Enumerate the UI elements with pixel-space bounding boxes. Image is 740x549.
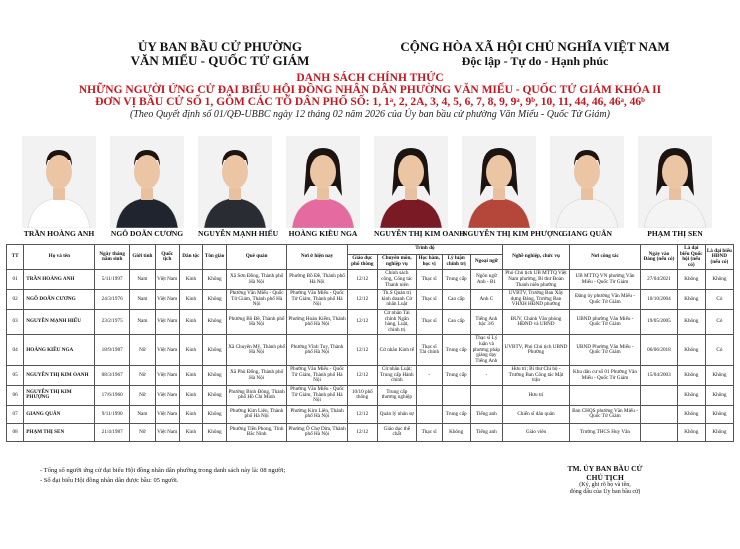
cell-ethnic: Kinh bbox=[179, 309, 203, 334]
cell-residence: Phường Bồ Đề, Thành phố Hà Nội bbox=[287, 270, 347, 290]
cell-sex: Nữ bbox=[129, 423, 155, 441]
cell-na-deputy: Không bbox=[677, 386, 705, 406]
national-heading-line1: CỘNG HÒA XÃ HỘI CHỦ NGHĨA VIỆT NAM bbox=[400, 39, 670, 54]
cell-nationality: Việt Nam bbox=[155, 386, 179, 406]
candidate-card bbox=[110, 136, 184, 244]
col-ethnic: Dân tộc bbox=[179, 245, 203, 270]
cell-professional: Chính sách công, Công tác Thanh niên bbox=[377, 270, 416, 290]
cell-council-deputy: Không bbox=[705, 423, 733, 441]
cell-religion: Không bbox=[203, 270, 227, 290]
candidate-portrait bbox=[462, 136, 536, 228]
cell-political: Trung cấp bbox=[442, 335, 470, 366]
col-sex: Giới tính bbox=[129, 245, 155, 270]
candidate-portrait bbox=[110, 136, 184, 228]
cell-dob: 5/11/1997 bbox=[95, 270, 130, 290]
cell-sex: Nam bbox=[129, 309, 155, 334]
cell-degree: Thạc sĩ bbox=[416, 423, 442, 441]
cell-sex: Nữ bbox=[129, 366, 155, 386]
cell-nationality: Việt Nam bbox=[155, 366, 179, 386]
cell-council-deputy: Có bbox=[705, 309, 733, 334]
candidate-card bbox=[22, 136, 96, 244]
cell-professional: Quản lý nhân sự bbox=[377, 405, 416, 423]
candidate-photo-name: NGUYỄN MẠNH HIẾU bbox=[198, 229, 279, 238]
col-education-group: Trình độ bbox=[347, 245, 502, 255]
table-row bbox=[7, 386, 734, 406]
cell-political: Trung cấp bbox=[442, 405, 470, 423]
electoral-unit: ĐƠN VỊ BẦU CỬ SỐ 1, GỒM CÁC TỔ DÂN PHỐ SỐ: 1, 1ᵃ, 2, 2A, 3, 4, 5, 6, 7, 8, 9, 9ᵃ, 9ᵇ, 10, 11, 44, 46, 46ᵃ, 46ᵇ bbox=[95, 96, 645, 108]
cell-na-deputy: Không bbox=[677, 405, 705, 423]
candidate-portrait bbox=[22, 136, 96, 228]
cell-degree: - bbox=[416, 366, 442, 386]
col-job: Nghề nghiệp, chức vụ bbox=[503, 245, 570, 270]
cell-tt: 08 bbox=[7, 423, 24, 441]
signature-block bbox=[520, 464, 690, 496]
cell-job: Hưu trí bbox=[503, 386, 570, 406]
cell-religion: Không bbox=[203, 335, 227, 366]
cell-job: ĐUV, Chánh Văn phòng HĐND và UBND bbox=[503, 309, 570, 334]
candidate-card bbox=[198, 136, 279, 244]
document-title: DANH SÁCH CHÍNH THỨC bbox=[296, 72, 444, 84]
cell-workplace: Đảng ủy phường Văn Miếu - Quốc Tử Giám bbox=[569, 290, 640, 310]
signature-title: CHỦ TỊCH bbox=[586, 473, 624, 482]
cell-job: Phó Chủ tịch UB MTTQ Việt Nam phường, Bí thư Đoàn Thanh niên phường bbox=[503, 270, 570, 290]
col-tt: TT bbox=[7, 245, 24, 270]
col-political: Lý luận chính trị bbox=[442, 254, 470, 270]
cell-name: NGÔ DOÃN CƯƠNG bbox=[24, 290, 95, 310]
candidate-card bbox=[286, 136, 360, 244]
col-dob: Ngày tháng năm sinh bbox=[95, 245, 130, 270]
table-row bbox=[7, 405, 734, 423]
cell-hometown: Phường Văn Miếu - Quốc Tử Giám, Thành phố Hà Nội bbox=[226, 290, 286, 310]
cell-hometown: Xã Chuyên Mỹ, Thành phố Hà Nội bbox=[226, 335, 286, 366]
cell-name: NGUYỄN THỊ KIM OANH bbox=[24, 366, 95, 386]
cell-nationality: Việt Nam bbox=[155, 270, 179, 290]
candidate-photo-name: NGÔ DOÃN CƯƠNG bbox=[110, 229, 184, 238]
cell-workplace: Trường THCS Huy Văn bbox=[569, 423, 640, 441]
cell-name: HOÀNG KIỀU NGA bbox=[24, 335, 95, 366]
cell-workplace bbox=[569, 386, 640, 406]
candidate-photo-name: TRẦN HOÀNG ANH bbox=[23, 229, 95, 238]
cell-tt: 03 bbox=[7, 309, 24, 334]
cell-dob: 17/6/1960 bbox=[95, 386, 130, 406]
col-party-date: Ngày vào Đảng (nếu có) bbox=[641, 245, 678, 270]
col-religion: Tôn giáo bbox=[203, 245, 227, 270]
cell-language: Thạc sĩ Lý luận và phương pháp giảng dạy Tiếng Anh bbox=[470, 335, 502, 366]
cell-dob: 24/3/1976 bbox=[95, 290, 130, 310]
cell-nationality: Việt Nam bbox=[155, 290, 179, 310]
cell-council-deputy: Không bbox=[705, 405, 733, 423]
cell-dob: 21/4/1987 bbox=[95, 423, 130, 441]
cell-party-date: 10/10/2004 bbox=[641, 290, 678, 310]
cell-degree: Thạc sĩ bbox=[416, 270, 442, 290]
national-heading bbox=[390, 40, 680, 68]
cell-residence: Phường Kim Liên, Thành phố Hà Nội bbox=[287, 405, 347, 423]
candidate-portrait bbox=[286, 136, 360, 228]
cell-nationality: Việt Nam bbox=[155, 423, 179, 441]
cell-na-deputy: Không bbox=[677, 270, 705, 290]
cell-residence: Phường Ô Chợ Dừa, Thành phố Hà Nội bbox=[287, 423, 347, 441]
cell-na-deputy: Không bbox=[677, 309, 705, 334]
candidate-table bbox=[6, 244, 734, 442]
cell-hometown: Xã Phù Đổng, Thành phố Hà Nội bbox=[226, 366, 286, 386]
cell-dob: 9/11/1990 bbox=[95, 405, 130, 423]
cell-job: Chiến sĩ dân quân bbox=[503, 405, 570, 423]
cell-professional: Cử nhân Tài chính Ngân hàng, Luật, chính trị bbox=[377, 309, 416, 334]
cell-ethnic: Kinh bbox=[179, 290, 203, 310]
cell-name: PHẠM THỊ SEN bbox=[24, 423, 95, 441]
cell-job: Giáo viên bbox=[503, 423, 570, 441]
candidate-card bbox=[550, 136, 624, 244]
cell-degree bbox=[416, 405, 442, 423]
cell-job: UVBTV, Trưởng Ban Xây dựng Đảng, Trưởng Ban VHXH HĐND phường bbox=[503, 290, 570, 310]
cell-political: Không bbox=[442, 423, 470, 441]
cell-general: 12/12 bbox=[347, 309, 377, 334]
cell-general: 12/12 bbox=[347, 335, 377, 366]
cell-political bbox=[442, 386, 470, 406]
cell-na-deputy: Không bbox=[677, 335, 705, 366]
cell-language: Tiếng anh bbox=[470, 405, 502, 423]
cell-party-date bbox=[641, 405, 678, 423]
col-name: Họ và tên bbox=[24, 245, 95, 270]
cell-political: Trung cấp bbox=[442, 366, 470, 386]
cell-residence: Phường Văn Miếu - Quốc Tử Giám, Thành phố Hà Nội bbox=[287, 386, 347, 406]
table-row bbox=[7, 423, 734, 441]
cell-job: UVBTV, Phó Chủ tịch UBND Phường bbox=[503, 335, 570, 366]
issuing-authority bbox=[100, 40, 340, 68]
col-hometown: Quê quán bbox=[226, 245, 286, 270]
cell-tt: 01 bbox=[7, 270, 24, 290]
col-council-deputy: Là đại biểu HĐND (nếu có) bbox=[705, 245, 733, 270]
candidate-portrait bbox=[198, 136, 272, 228]
cell-professional: Giáo dục thể chất bbox=[377, 423, 416, 441]
cell-party-date bbox=[641, 386, 678, 406]
cell-ethnic: Kinh bbox=[179, 423, 203, 441]
col-workplace: Nơi công tác bbox=[569, 245, 640, 270]
cell-party-date: 27/04/2021 bbox=[641, 270, 678, 290]
decision-reference: (Theo Quyết định số 01/QĐ-UBBC ngày 12 tháng 02 năm 2026 của Ủy ban bầu cử phường Văn Miếu - Quốc Tử Giám) bbox=[130, 109, 610, 120]
cell-dob: 08/3/1967 bbox=[95, 366, 130, 386]
col-professional: Chuyên môn, nghiệp vụ bbox=[377, 254, 416, 270]
cell-tt: 02 bbox=[7, 290, 24, 310]
cell-general: 12/12 bbox=[347, 423, 377, 441]
cell-sex: Nam bbox=[129, 290, 155, 310]
cell-hometown: Phường Kim Liên, Thành phố Hà Nội bbox=[226, 405, 286, 423]
cell-hometown: Phường Tiền Phong, Tỉnh Bắc Ninh bbox=[226, 423, 286, 441]
cell-party-date: 19/05/2005 bbox=[641, 309, 678, 334]
cell-residence: Phường Văn Miếu - Quốc Tử Giám, Thành phố Hà Nội bbox=[287, 366, 347, 386]
cell-nationality: Việt Nam bbox=[155, 309, 179, 334]
cell-language: Tiếng Anh bậc 3/6 bbox=[470, 309, 502, 334]
cell-na-deputy: Không bbox=[677, 290, 705, 310]
cell-workplace: Ban CHQS phường Văn Miếu - Quốc Tử Giám bbox=[569, 405, 640, 423]
table-row bbox=[7, 309, 734, 334]
cell-professional: Trung cấp thương nghiệp bbox=[377, 386, 416, 406]
candidate-portrait bbox=[638, 136, 712, 228]
candidate-photo-name: GIANG QUÂN bbox=[562, 229, 612, 238]
cell-ethnic: Kinh bbox=[179, 405, 203, 423]
cell-religion: Không bbox=[203, 405, 227, 423]
candidate-card bbox=[462, 136, 565, 244]
cell-ethnic: Kinh bbox=[179, 335, 203, 366]
cell-na-deputy: Không bbox=[677, 423, 705, 441]
col-na-deputy: Là đại biểu Quốc hội (nếu có) bbox=[677, 245, 705, 270]
cell-name: NGUYỄN THỊ KIM PHƯỢNG bbox=[24, 386, 95, 406]
cell-tt: 06 bbox=[7, 386, 24, 406]
cell-tt: 04 bbox=[7, 335, 24, 366]
candidate-photo-name: NGUYỄN THỊ KIM PHƯỢNG bbox=[462, 229, 565, 238]
issuing-authority-line1: ỦY BAN BẦU CỬ PHƯỜNG bbox=[138, 39, 302, 54]
cell-council-deputy: Không bbox=[705, 386, 733, 406]
cell-dob: 23/2/1975 bbox=[95, 309, 130, 334]
cell-language: Ngôn ngữ Anh - B1 bbox=[470, 270, 502, 290]
cell-dob: 18/9/1987 bbox=[95, 335, 130, 366]
cell-hometown: Phường Bình Đông, Thành phố Hồ Chí Minh bbox=[226, 386, 286, 406]
cell-party-date: 06/06/2018 bbox=[641, 335, 678, 366]
candidate-portrait bbox=[550, 136, 624, 228]
cell-sex: Nam bbox=[129, 405, 155, 423]
signature-note: (Ký, ghi rõ họ và tên, bbox=[579, 482, 631, 488]
signature-note-2: đóng dấu của Ủy ban bầu cử) bbox=[569, 489, 641, 495]
cell-sex: Nữ bbox=[129, 386, 155, 406]
cell-workplace: Khu dân cư số 01 Phường Văn Miếu - Quốc Tử Giám bbox=[569, 366, 640, 386]
national-motto: Độc lập - Tự do - Hạnh phúc bbox=[461, 54, 609, 68]
cell-general: 12/12 bbox=[347, 366, 377, 386]
cell-general: 10/10 phổ thông bbox=[347, 386, 377, 406]
col-general: Giáo dục phổ thông bbox=[347, 254, 377, 270]
cell-sex: Nam bbox=[129, 270, 155, 290]
cell-religion: Không bbox=[203, 423, 227, 441]
footer-notes bbox=[40, 466, 285, 486]
cell-degree: Thạc sĩ Tài chính bbox=[416, 335, 442, 366]
cell-workplace: UBND Phường Văn Miếu - Quốc Tử Giám bbox=[569, 335, 640, 366]
candidate-photos bbox=[22, 136, 722, 244]
cell-council-deputy: Có bbox=[705, 290, 733, 310]
cell-job: Hưu trí; Bí thư Chi bộ - Trưởng Ban Công tác Mặt trận bbox=[503, 366, 570, 386]
signature-org: TM. ỦY BAN BẦU CỬ bbox=[567, 464, 643, 473]
issuing-authority-line2: VĂN MIẾU - QUỐC TỬ GIÁM bbox=[130, 53, 310, 68]
cell-religion: Không bbox=[203, 386, 227, 406]
cell-nationality: Việt Nam bbox=[155, 405, 179, 423]
cell-professional: Cử nhân Kinh tế bbox=[377, 335, 416, 366]
table-row bbox=[7, 335, 734, 366]
cell-name: NGUYỄN MẠNH HIẾU bbox=[24, 309, 95, 334]
cell-degree: Thạc sĩ bbox=[416, 290, 442, 310]
cell-general: 12/12 bbox=[347, 270, 377, 290]
cell-sex: Nữ bbox=[129, 335, 155, 366]
cell-tt: 07 bbox=[7, 405, 24, 423]
cell-religion: Không bbox=[203, 309, 227, 334]
table-row bbox=[7, 290, 734, 310]
cell-hometown: Phường Bồ Đề, Thành phố Hà Nội bbox=[226, 309, 286, 334]
candidate-photo-name: PHẠM THỊ SEN bbox=[647, 229, 703, 238]
cell-political: Trung cấp bbox=[442, 270, 470, 290]
cell-professional: Th.S Quản trị kinh doanh Cử nhân Luật bbox=[377, 290, 416, 310]
document-subtitle: NHỮNG NGƯỜI ỨNG CỬ ĐẠI BIỂU HỘI ĐỒNG NHÂN DÂN PHƯỜNG VĂN MIẾU - QUỐC TỬ GIÁM KHÓA II bbox=[78, 84, 662, 96]
cell-workplace: UBND phường Văn Miếu - Quốc Tử Giám bbox=[569, 309, 640, 334]
cell-tt: 05 bbox=[7, 366, 24, 386]
col-language: Ngoại ngữ bbox=[470, 254, 502, 270]
cell-ethnic: Kinh bbox=[179, 366, 203, 386]
cell-degree bbox=[416, 386, 442, 406]
candidate-portrait bbox=[374, 136, 448, 228]
cell-political: Cao cấp bbox=[442, 290, 470, 310]
cell-na-deputy: Không bbox=[677, 366, 705, 386]
cell-council-deputy: Không bbox=[705, 270, 733, 290]
cell-workplace: UB MTTQ VN phường Văn Miếu - Quốc Tử Giám bbox=[569, 270, 640, 290]
cell-general: 12/12 bbox=[347, 405, 377, 423]
cell-language: Tiếng anh bbox=[470, 423, 502, 441]
cell-council-deputy: Có bbox=[705, 335, 733, 366]
table-row bbox=[7, 270, 734, 290]
cell-religion: Không bbox=[203, 290, 227, 310]
cell-party-date bbox=[641, 423, 678, 441]
cell-political: Cao cấp bbox=[442, 309, 470, 334]
cell-name: GIANG QUÂN bbox=[24, 405, 95, 423]
candidate-card bbox=[374, 136, 466, 244]
cell-ethnic: Kinh bbox=[179, 270, 203, 290]
cell-residence: Phường Vĩnh Tuy, Thành phố Hà Nội bbox=[287, 335, 347, 366]
cell-residence: Phường Hoàn Kiếm, Thành phố Hà Nội bbox=[287, 309, 347, 334]
cell-language: - bbox=[470, 366, 502, 386]
cell-general: 12/12 bbox=[347, 290, 377, 310]
candidate-card bbox=[638, 136, 712, 244]
cell-religion: Không bbox=[203, 366, 227, 386]
table-row bbox=[7, 366, 734, 386]
cell-name: TRẦN HOÀNG ANH bbox=[24, 270, 95, 290]
cell-party-date: 15/04/2003 bbox=[641, 366, 678, 386]
cell-language bbox=[470, 386, 502, 406]
footer-note-elected: - Số đại biểu Hội đồng nhân dân được bầu: 05 người. bbox=[40, 477, 179, 484]
candidate-photo-name: HOÀNG KIỀU NGA bbox=[288, 229, 358, 238]
cell-degree: Thạc sĩ bbox=[416, 309, 442, 334]
footer-note-total: - Tổng số người ứng cử đại biểu Hội đồng nhân dân phường trong danh sách này là: 08 người; bbox=[40, 467, 286, 474]
col-degree: Học hàm, học vị bbox=[416, 254, 442, 270]
col-residence: Nơi ở hiện nay bbox=[287, 245, 347, 270]
cell-hometown: Xã Sơn Đồng, Thành phố Hà Nội bbox=[226, 270, 286, 290]
cell-residence: Phường Văn Miếu - Quốc Tử Giám, Thành phố Hà Nội bbox=[287, 290, 347, 310]
cell-council-deputy: Không bbox=[705, 366, 733, 386]
cell-professional: Cử nhân Luật; Trung cấp Hành chính bbox=[377, 366, 416, 386]
candidate-photo-name: NGUYỄN THỊ KIM OANH bbox=[374, 229, 466, 238]
cell-ethnic: Kinh bbox=[179, 386, 203, 406]
col-nationality: Quốc tịch bbox=[155, 245, 179, 270]
cell-language: Anh C bbox=[470, 290, 502, 310]
cell-nationality: Việt Nam bbox=[155, 335, 179, 366]
